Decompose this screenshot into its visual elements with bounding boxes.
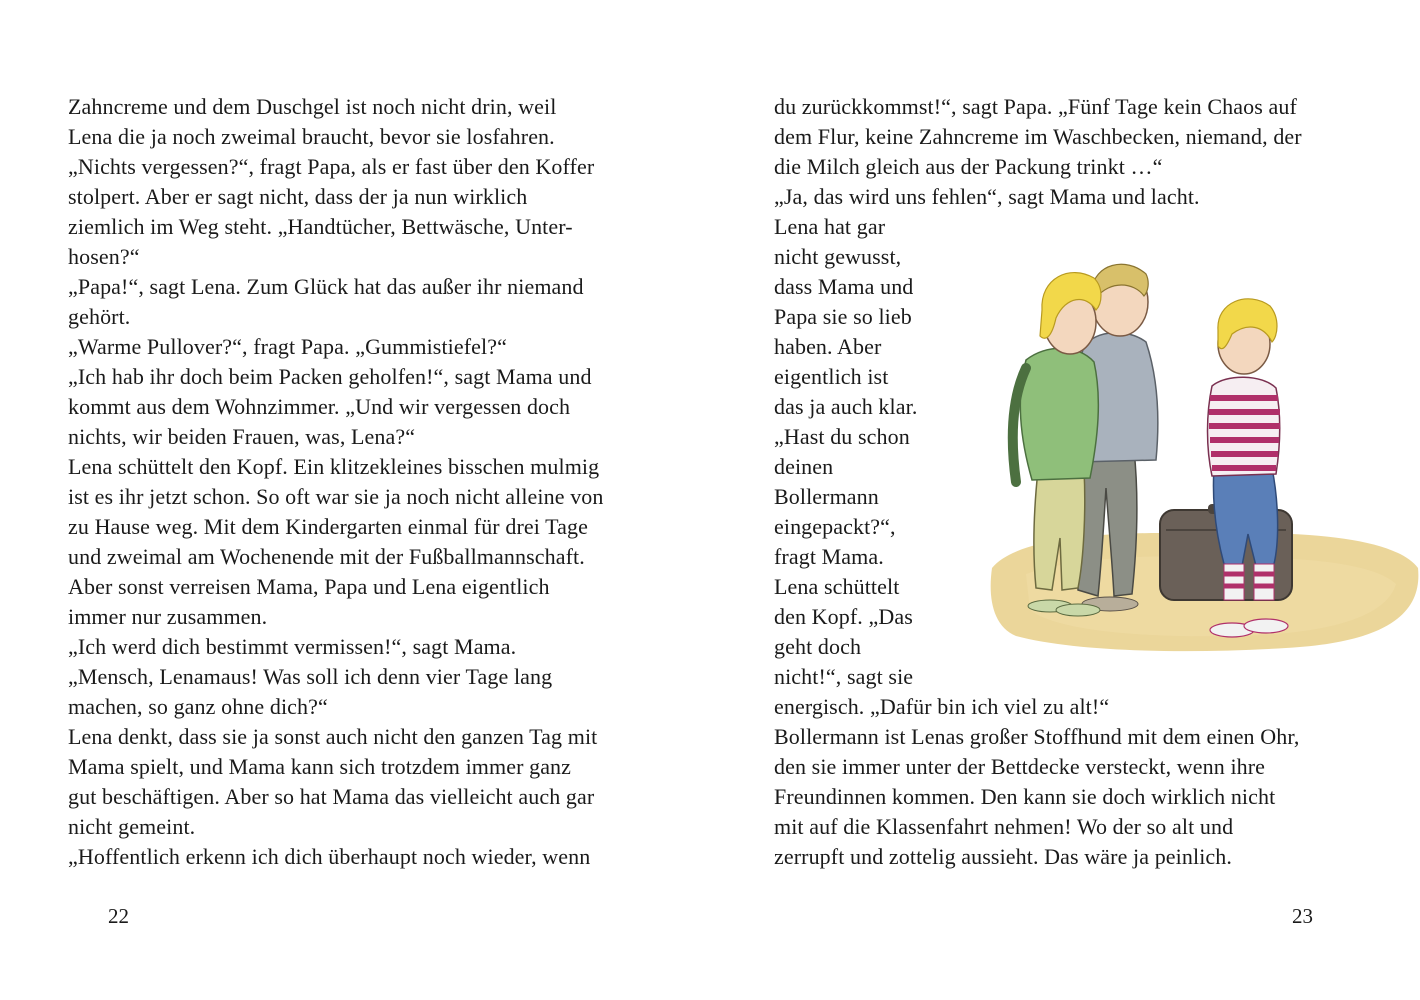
- text-line: Mama spielt, und Mama kann sich trotzdem immer ganz: [68, 754, 572, 779]
- text-line: ist es ihr jetzt schon. So oft war sie ja noch nicht alleine von: [68, 484, 604, 509]
- text-line: dass Mama und: [774, 274, 914, 299]
- text-line: die Milch gleich aus der Packung trinkt …“: [774, 154, 1163, 179]
- text-line: Lena die ja noch zweimal braucht, bevor sie losfahren.: [68, 124, 555, 149]
- text-line: gut beschäftigen. Aber so hat Mama das vielleicht auch gar: [68, 784, 595, 809]
- text-line: Aber sonst verreisen Mama, Papa und Lena eigentlich: [68, 574, 550, 599]
- text-line: „Ich hab ihr doch beim Packen geholfen!“, sagt Mama und: [68, 364, 592, 389]
- text-line: deinen: [774, 454, 834, 479]
- text-line: „Ich werd dich bestimmt vermissen!“, sagt Mama.: [68, 634, 517, 659]
- text-line: immer nur zusammen.: [68, 604, 268, 629]
- text-line: nichts, wir beiden Frauen, was, Lena?“: [68, 424, 416, 449]
- text-line: nicht gemeint.: [68, 814, 196, 839]
- page-number-left: 22: [108, 904, 129, 928]
- text-line: Lena hat gar: [774, 214, 886, 239]
- text-line: zerrupft und zottelig aussieht. Das wäre ja peinlich.: [774, 844, 1232, 869]
- text-line: Freundinnen kommen. Den kann sie doch wirklich nicht: [774, 784, 1276, 809]
- text-line: „Papa!“, sagt Lena. Zum Glück hat das außer ihr niemand: [68, 274, 584, 299]
- text-line: kommt aus dem Wohnzimmer. „Und wir vergessen doch: [68, 394, 571, 419]
- text-line: du zurückkommst!“, sagt Papa. „Fünf Tage kein Chaos auf: [774, 94, 1297, 119]
- text-line: Lena schüttelt: [774, 574, 900, 599]
- text-line: machen, so ganz ohne dich?“: [68, 694, 328, 719]
- text-line: „Hoffentlich erkenn ich dich überhaupt noch wieder, wenn: [68, 844, 591, 869]
- text-line: Lena schüttelt den Kopf. Ein klitzekleines bisschen mulmig: [68, 454, 600, 479]
- family-suitcase-illustration: [986, 238, 1420, 662]
- right-page: [710, 0, 1420, 1000]
- text-line: nicht!“, sagt sie: [774, 664, 914, 689]
- text-line: eingepackt?“,: [774, 514, 896, 539]
- text-line: eigentlich ist: [774, 364, 889, 389]
- text-line: dem Flur, keine Zahncreme im Waschbecken, niemand, der: [774, 124, 1302, 149]
- text-line: Papa sie so lieb: [774, 304, 912, 329]
- text-line: Zahncreme und dem Duschgel ist noch nicht drin, weil: [68, 94, 557, 119]
- text-line: gehört.: [68, 304, 131, 329]
- text-line: haben. Aber: [774, 334, 882, 359]
- text-line: geht doch: [774, 634, 862, 659]
- text-line: nicht gewusst,: [774, 244, 902, 269]
- text-line: mit auf die Klassenfahrt nehmen! Wo der so alt und: [774, 814, 1234, 839]
- text-line: „Hast du schon: [774, 424, 910, 449]
- text-line: den Kopf. „Das: [774, 604, 913, 629]
- text-line: Lena denkt, dass sie ja sonst auch nicht den ganzen Tag mit: [68, 724, 598, 749]
- text-line: „Mensch, Lenamaus! Was soll ich denn vier Tage lang: [68, 664, 553, 689]
- text-line: zu Hause weg. Mit dem Kindergarten einmal für drei Tage: [68, 514, 588, 539]
- text-line: Bollermann: [774, 484, 879, 509]
- text-line: „Ja, das wird uns fehlen“, sagt Mama und lacht.: [774, 184, 1200, 209]
- text-line: und zweimal am Wochenende mit der Fußballmannschaft.: [68, 544, 585, 569]
- text-line: energisch. „Dafür bin ich viel zu alt!“: [774, 694, 1110, 719]
- text-line: den sie immer unter der Bettdecke versteckt, wenn ihre: [774, 754, 1266, 779]
- text-line: „Warme Pullover?“, fragt Papa. „Gummistiefel?“: [68, 334, 507, 359]
- page-number-right: 23: [1292, 904, 1313, 928]
- text-line: fragt Mama.: [774, 544, 884, 569]
- text-line: ziemlich im Weg steht. „Handtücher, Bettwäsche, Unter-: [68, 214, 573, 239]
- text-line: stolpert. Aber er sagt nicht, dass der ja nun wirklich: [68, 184, 528, 209]
- text-line: Bollermann ist Lenas großer Stoffhund mit dem einen Ohr,: [774, 724, 1300, 749]
- text-line: das ja auch klar.: [774, 394, 918, 419]
- text-line: „Nichts vergessen?“, fragt Papa, als er fast über den Koffer: [68, 154, 595, 179]
- text-line: hosen?“: [68, 244, 140, 269]
